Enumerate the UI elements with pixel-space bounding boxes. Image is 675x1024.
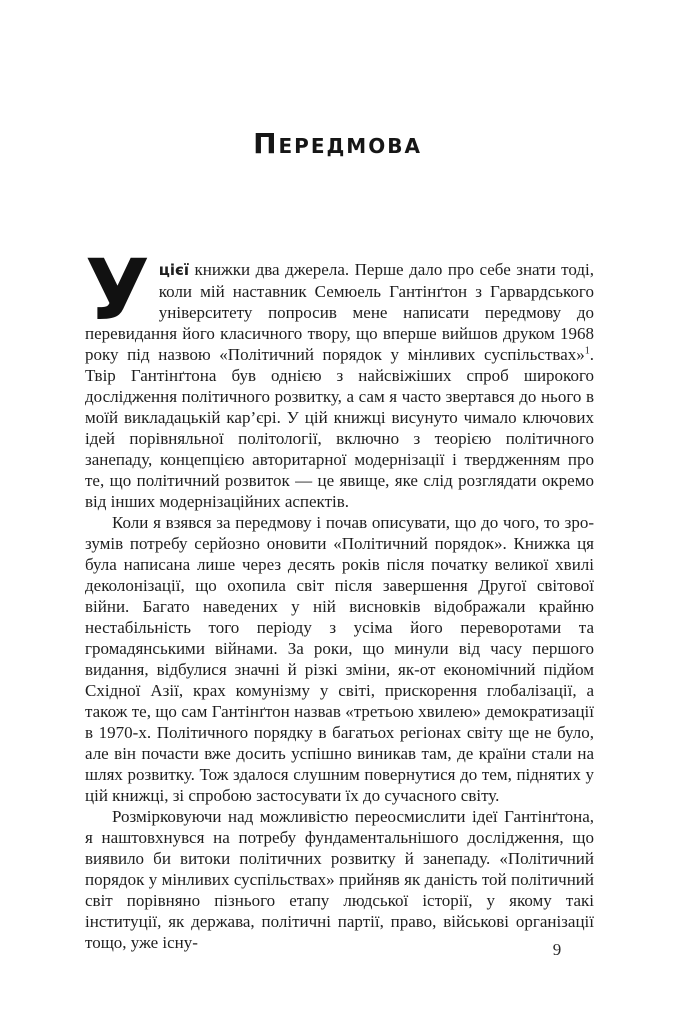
footnote-marker: 1 [584,345,590,357]
page-text [85,241,594,953]
text-run: Коли я взявся за передмову і почав описувати, що до чого, то зрозумів потребу серйозно оновити «Політичний порядок». Книжка ця була написана лише через десять років після початку великої хвилі деколонізації, що охопила світ після завершення Другої світової війни. Багато наведених у ній висновків відображали крайню нестабільність того періоду з усіма його переворотами та громадянськими війнами. За роки, що минули від часу першого видання, відбулися значні й різкі зміни, як-от економічний підйом Східної Азії, крах комунізму у світі, прискорення глобалізації, а також те, що сам Гантінґтон назвав «третьою хвилею» демократизації в 1970-х. Політичного порядку в багатьох регіонах світу ще не було, але він почасти вже досить успішно виникав там, де країни стали на шлях розвитку. Тож здалося слушним повернутися до тем, піднятих у цій книжці, зі спробою застосувати їх до сучасного світу. [85,513,594,805]
text-run: книжки два джерела. Перше дало про себе знати тоді, коли мій наставник Семюель Гантінґтон з Гарвардського університету попросив мене написати передмову до перевидання його класичного твору, що вперше вийшов друком 1968 року під назвою «Політичний порядок у мінливих суспільствах» [85,260,594,364]
text-run: . Твір Гантінґтона був однією з найсвіжіших спроб широкого дослідження політичного розвитку, а сам я часто звертався до нього в моїй викладацькій кар’єрі. У цій книжці висунуто чимало ключових ідей порівняльної політології, включно з теорією політичного занепаду, концепцією авторитарної модернізації і твердженням про те, що політичний розвиток — це явище, яке слід розглядати окремо від інших модернізаційних аспектів. [85,345,594,511]
page-title: Передмова [253,127,422,160]
paragraph [85,241,594,512]
paragraph [85,806,594,953]
drop-cap: У [85,241,150,339]
paragraph [85,512,594,806]
lead-word: цієї [158,261,190,279]
text-run: Розмірковуючи над можливістю переосмислити ідеї Гантінґтона, я наштовхнувся на потребу фундаментальнішого дослідження, що виявило би витоки політичних розвитку й занепаду. «Політичний порядок у мінливих суспільствах» прийняв як даність той політичний світ порівняно пізнього етапу людської історії, у якому такі інституції, як держава, політичні партії, право, військові організації тощо, уже існу- [85,807,594,952]
page-number: 9 [552,940,562,959]
